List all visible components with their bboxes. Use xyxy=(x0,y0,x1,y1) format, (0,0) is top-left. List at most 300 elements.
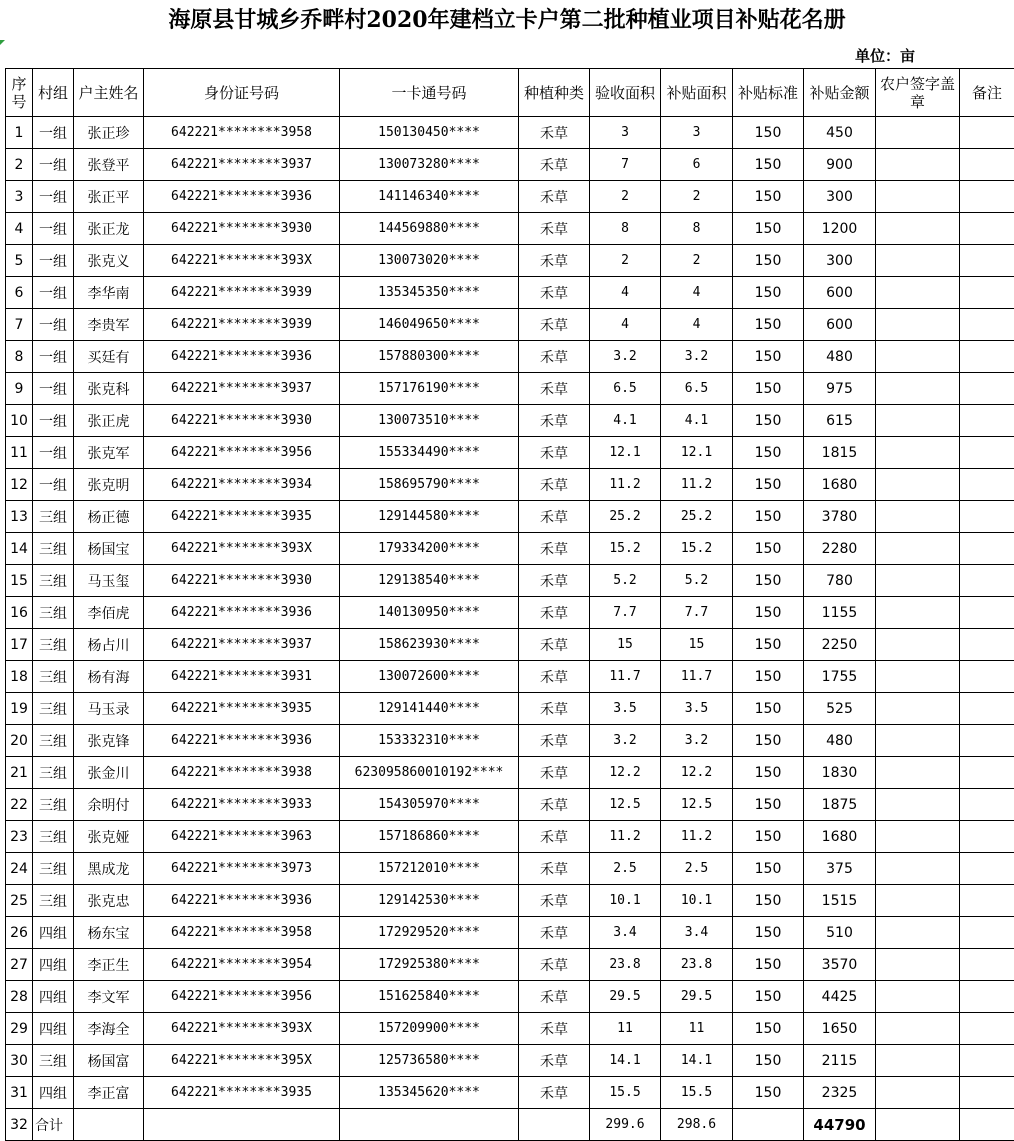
cell-crop: 禾草 xyxy=(519,117,590,149)
cell-sign xyxy=(876,693,960,725)
table-row xyxy=(6,469,1014,501)
cell-crop: 禾草 xyxy=(519,1077,590,1109)
cell-card-number: 144569880**** xyxy=(340,213,519,245)
cell-sign xyxy=(876,117,960,149)
header-card: 一卡通号码 xyxy=(340,69,519,117)
cell-standard: 150 xyxy=(733,149,804,181)
cell-seq: 2 xyxy=(6,149,33,181)
cell-crop: 禾草 xyxy=(519,981,590,1013)
total-accept-area: 299.6 xyxy=(590,1109,661,1141)
cell-crop: 禾草 xyxy=(519,309,590,341)
cell-seq: 12 xyxy=(6,469,33,501)
cell-card-number: 157176190**** xyxy=(340,373,519,405)
table-row xyxy=(6,757,1014,789)
cell-seq: 26 xyxy=(6,917,33,949)
cell-sign xyxy=(876,661,960,693)
cell-group: 一组 xyxy=(33,277,74,309)
cell-card-number: 153332310**** xyxy=(340,725,519,757)
cell-remark xyxy=(960,565,1014,597)
total-empty-cell xyxy=(340,1109,519,1141)
cell-sign xyxy=(876,725,960,757)
cell-group: 三组 xyxy=(33,533,74,565)
cell-group: 三组 xyxy=(33,501,74,533)
cell-remark xyxy=(960,821,1014,853)
cell-subsidy-area: 5.2 xyxy=(661,565,733,597)
cell-accept-area: 6.5 xyxy=(590,373,661,405)
cell-sign xyxy=(876,501,960,533)
cell-remark xyxy=(960,853,1014,885)
cell-group: 一组 xyxy=(33,117,74,149)
cell-accept-area: 3.4 xyxy=(590,917,661,949)
cell-seq: 1 xyxy=(6,117,33,149)
cell-subsidy-area: 4 xyxy=(661,277,733,309)
cell-seq: 19 xyxy=(6,693,33,725)
table-row xyxy=(6,885,1014,917)
cell-name: 杨正德 xyxy=(74,501,144,533)
table-row xyxy=(6,405,1014,437)
cell-sign xyxy=(876,533,960,565)
cell-remark xyxy=(960,597,1014,629)
cell-card-number: 151625840**** xyxy=(340,981,519,1013)
cell-name: 杨有海 xyxy=(74,661,144,693)
cell-subsidy-area: 7.7 xyxy=(661,597,733,629)
cell-accept-area: 11.2 xyxy=(590,469,661,501)
cell-group: 三组 xyxy=(33,629,74,661)
table-row xyxy=(6,501,1014,533)
cell-amount: 975 xyxy=(804,373,876,405)
cell-seq: 7 xyxy=(6,309,33,341)
cell-accept-area: 4 xyxy=(590,309,661,341)
cell-amount: 1875 xyxy=(804,789,876,821)
cell-seq: 6 xyxy=(6,277,33,309)
cell-amount: 2250 xyxy=(804,629,876,661)
cell-name: 买廷有 xyxy=(74,341,144,373)
cell-name: 马玉录 xyxy=(74,693,144,725)
cell-amount: 1815 xyxy=(804,437,876,469)
cell-seq: 16 xyxy=(6,597,33,629)
cell-id-number: 642221********395X xyxy=(144,1045,340,1077)
cell-seq: 30 xyxy=(6,1045,33,1077)
cell-sign xyxy=(876,949,960,981)
cell-card-number: 129144580**** xyxy=(340,501,519,533)
cell-amount: 480 xyxy=(804,341,876,373)
cell-card-number: 158695790**** xyxy=(340,469,519,501)
table-row xyxy=(6,629,1014,661)
cell-remark xyxy=(960,789,1014,821)
cell-card-number: 172925380**** xyxy=(340,949,519,981)
cell-sign xyxy=(876,885,960,917)
cell-seq: 28 xyxy=(6,981,33,1013)
cell-crop: 禾草 xyxy=(519,821,590,853)
unit-label: 单位：亩 xyxy=(855,47,916,65)
cell-remark xyxy=(960,949,1014,981)
cell-remark xyxy=(960,757,1014,789)
cell-subsidy-area: 29.5 xyxy=(661,981,733,1013)
cell-sign xyxy=(876,245,960,277)
cell-remark xyxy=(960,373,1014,405)
cell-id-number: 642221********3963 xyxy=(144,821,340,853)
cell-sign xyxy=(876,213,960,245)
cell-subsidy-area: 6.5 xyxy=(661,373,733,405)
cell-crop: 禾草 xyxy=(519,213,590,245)
total-empty-cell xyxy=(733,1109,804,1141)
cell-card-number: 158623930**** xyxy=(340,629,519,661)
cell-accept-area: 11.2 xyxy=(590,821,661,853)
table-row xyxy=(6,341,1014,373)
cell-id-number: 642221********3936 xyxy=(144,597,340,629)
cell-remark xyxy=(960,725,1014,757)
cell-name: 张正龙 xyxy=(74,213,144,245)
cell-standard: 150 xyxy=(733,1077,804,1109)
cell-card-number: 141146340**** xyxy=(340,181,519,213)
cell-name: 黑成龙 xyxy=(74,853,144,885)
cell-sign xyxy=(876,1045,960,1077)
cell-card-number: 130072600**** xyxy=(340,661,519,693)
cell-amount: 480 xyxy=(804,725,876,757)
cell-remark xyxy=(960,693,1014,725)
cell-sign xyxy=(876,469,960,501)
cell-name: 张金川 xyxy=(74,757,144,789)
cell-standard: 150 xyxy=(733,597,804,629)
cell-card-number: 135345350**** xyxy=(340,277,519,309)
cell-card-number: 623095860010192**** xyxy=(340,757,519,789)
table-row xyxy=(6,661,1014,693)
cell-accept-area: 2 xyxy=(590,181,661,213)
cell-name: 余明付 xyxy=(74,789,144,821)
header-accept-area: 验收面积 xyxy=(590,69,661,117)
cell-card-number: 155334490**** xyxy=(340,437,519,469)
cell-seq: 10 xyxy=(6,405,33,437)
table-row xyxy=(6,821,1014,853)
cell-id-number: 642221********3939 xyxy=(144,277,340,309)
cell-accept-area: 4.1 xyxy=(590,405,661,437)
cell-id-number: 642221********393X xyxy=(144,245,340,277)
table-row xyxy=(6,693,1014,725)
table-row xyxy=(6,1077,1014,1109)
subsidy-table xyxy=(5,68,1014,1141)
cell-id-number: 642221********3930 xyxy=(144,565,340,597)
cell-accept-area: 23.8 xyxy=(590,949,661,981)
cell-id-number: 642221********3933 xyxy=(144,789,340,821)
cell-name: 杨东宝 xyxy=(74,917,144,949)
cell-id-number: 642221********393X xyxy=(144,533,340,565)
total-seq: 32 xyxy=(6,1109,33,1141)
cell-name: 张克科 xyxy=(74,373,144,405)
cell-crop: 禾草 xyxy=(519,341,590,373)
cell-group: 一组 xyxy=(33,405,74,437)
cell-card-number: 172929520**** xyxy=(340,917,519,949)
table-row xyxy=(6,309,1014,341)
table-row xyxy=(6,149,1014,181)
cell-group: 一组 xyxy=(33,309,74,341)
cell-remark xyxy=(960,405,1014,437)
cell-subsidy-area: 8 xyxy=(661,213,733,245)
total-row xyxy=(6,1109,1014,1141)
cell-sign xyxy=(876,757,960,789)
cell-group: 一组 xyxy=(33,437,74,469)
cell-sign xyxy=(876,309,960,341)
table-row xyxy=(6,373,1014,405)
cell-name: 李佰虎 xyxy=(74,597,144,629)
cell-sign xyxy=(876,181,960,213)
cell-sign xyxy=(876,149,960,181)
cell-amount: 525 xyxy=(804,693,876,725)
cell-id-number: 642221********3930 xyxy=(144,405,340,437)
header-subsidy-area: 补贴面积 xyxy=(661,69,733,117)
cell-sign xyxy=(876,789,960,821)
cell-name: 杨占川 xyxy=(74,629,144,661)
cell-group: 三组 xyxy=(33,757,74,789)
cell-remark xyxy=(960,149,1014,181)
cell-name: 李正生 xyxy=(74,949,144,981)
cell-group: 四组 xyxy=(33,1013,74,1045)
total-empty-cell xyxy=(876,1109,960,1141)
cell-group: 四组 xyxy=(33,917,74,949)
cell-accept-area: 4 xyxy=(590,277,661,309)
cell-group: 一组 xyxy=(33,213,74,245)
cell-crop: 禾草 xyxy=(519,437,590,469)
cell-group: 一组 xyxy=(33,149,74,181)
cell-seq: 24 xyxy=(6,853,33,885)
cell-amount: 1680 xyxy=(804,821,876,853)
cell-card-number: 129141440**** xyxy=(340,693,519,725)
cell-amount: 900 xyxy=(804,149,876,181)
cell-name: 李文军 xyxy=(74,981,144,1013)
cell-accept-area: 3 xyxy=(590,117,661,149)
cell-id-number: 642221********3934 xyxy=(144,469,340,501)
cell-card-number: 129142530**** xyxy=(340,885,519,917)
cell-id-number: 642221********3973 xyxy=(144,853,340,885)
cell-card-number: 135345620**** xyxy=(340,1077,519,1109)
cell-sign xyxy=(876,1013,960,1045)
cell-amount: 300 xyxy=(804,245,876,277)
cell-seq: 5 xyxy=(6,245,33,277)
header-seq: 序号 xyxy=(6,69,33,117)
cell-remark xyxy=(960,341,1014,373)
cell-card-number: 157209900**** xyxy=(340,1013,519,1045)
cell-amount: 1830 xyxy=(804,757,876,789)
cell-accept-area: 11.7 xyxy=(590,661,661,693)
cell-accept-area: 3.2 xyxy=(590,341,661,373)
cell-name: 马玉玺 xyxy=(74,565,144,597)
cell-subsidy-area: 15 xyxy=(661,629,733,661)
cell-accept-area: 7.7 xyxy=(590,597,661,629)
table-row xyxy=(6,277,1014,309)
cell-id-number: 642221********3958 xyxy=(144,117,340,149)
cell-standard: 150 xyxy=(733,277,804,309)
table-row xyxy=(6,789,1014,821)
cell-sign xyxy=(876,1077,960,1109)
cell-remark xyxy=(960,981,1014,1013)
cell-group: 三组 xyxy=(33,565,74,597)
cell-name: 李贵军 xyxy=(74,309,144,341)
cell-name: 杨国富 xyxy=(74,1045,144,1077)
cell-crop: 禾草 xyxy=(519,789,590,821)
cell-accept-area: 2.5 xyxy=(590,853,661,885)
cell-seq: 8 xyxy=(6,341,33,373)
cell-id-number: 642221********3931 xyxy=(144,661,340,693)
cell-standard: 150 xyxy=(733,661,804,693)
cell-sign xyxy=(876,341,960,373)
cell-subsidy-area: 11.2 xyxy=(661,821,733,853)
cell-seq: 29 xyxy=(6,1013,33,1045)
cell-subsidy-area: 12.1 xyxy=(661,437,733,469)
cell-standard: 150 xyxy=(733,437,804,469)
cell-standard: 150 xyxy=(733,757,804,789)
cell-standard: 150 xyxy=(733,533,804,565)
cell-accept-area: 3.5 xyxy=(590,693,661,725)
cell-card-number: 130073020**** xyxy=(340,245,519,277)
cell-name: 李华南 xyxy=(74,277,144,309)
cell-crop: 禾草 xyxy=(519,373,590,405)
cell-crop: 禾草 xyxy=(519,181,590,213)
cell-crop: 禾草 xyxy=(519,885,590,917)
header-name: 户主姓名 xyxy=(74,69,144,117)
cell-crop: 禾草 xyxy=(519,725,590,757)
table-row xyxy=(6,533,1014,565)
cell-name: 张克娅 xyxy=(74,821,144,853)
cell-subsidy-area: 10.1 xyxy=(661,885,733,917)
cell-subsidy-area: 12.5 xyxy=(661,789,733,821)
cell-remark xyxy=(960,661,1014,693)
total-subsidy-area: 298.6 xyxy=(661,1109,733,1141)
cell-sign xyxy=(876,821,960,853)
total-amount: 44790 xyxy=(804,1109,876,1141)
cell-seq: 3 xyxy=(6,181,33,213)
cell-id-number: 642221********3939 xyxy=(144,309,340,341)
table-row xyxy=(6,181,1014,213)
cell-accept-area: 15.2 xyxy=(590,533,661,565)
cell-name: 张克忠 xyxy=(74,885,144,917)
cell-crop: 禾草 xyxy=(519,149,590,181)
cell-accept-area: 29.5 xyxy=(590,981,661,1013)
cell-standard: 150 xyxy=(733,213,804,245)
table-row xyxy=(6,245,1014,277)
cell-standard: 150 xyxy=(733,885,804,917)
cell-accept-area: 7 xyxy=(590,149,661,181)
cell-crop: 禾草 xyxy=(519,277,590,309)
cell-accept-area: 12.2 xyxy=(590,757,661,789)
cell-standard: 150 xyxy=(733,693,804,725)
cell-group: 三组 xyxy=(33,597,74,629)
cell-seq: 20 xyxy=(6,725,33,757)
cell-name: 张克锋 xyxy=(74,725,144,757)
cell-amount: 4425 xyxy=(804,981,876,1013)
cell-standard: 150 xyxy=(733,117,804,149)
cell-sign xyxy=(876,565,960,597)
cell-card-number: 130073510**** xyxy=(340,405,519,437)
cell-id-number: 642221********3937 xyxy=(144,149,340,181)
cell-seq: 14 xyxy=(6,533,33,565)
cell-remark xyxy=(960,309,1014,341)
cell-standard: 150 xyxy=(733,789,804,821)
cell-id-number: 642221********3935 xyxy=(144,501,340,533)
cell-standard: 150 xyxy=(733,309,804,341)
cell-crop: 禾草 xyxy=(519,629,590,661)
cell-seq: 11 xyxy=(6,437,33,469)
cell-card-number: 157186860**** xyxy=(340,821,519,853)
cell-id-number: 642221********3935 xyxy=(144,693,340,725)
cell-name: 张正珍 xyxy=(74,117,144,149)
cell-group: 一组 xyxy=(33,245,74,277)
cell-remark xyxy=(960,501,1014,533)
cell-group: 一组 xyxy=(33,469,74,501)
total-label: 合计 xyxy=(33,1109,74,1141)
cell-amount: 3780 xyxy=(804,501,876,533)
cell-seq: 22 xyxy=(6,789,33,821)
cell-accept-area: 11 xyxy=(590,1013,661,1045)
cell-standard: 150 xyxy=(733,629,804,661)
cell-card-number: 150130450**** xyxy=(340,117,519,149)
cell-amount: 510 xyxy=(804,917,876,949)
cell-id-number: 642221********393X xyxy=(144,1013,340,1045)
cell-crop: 禾草 xyxy=(519,405,590,437)
cell-standard: 150 xyxy=(733,1045,804,1077)
total-empty-cell xyxy=(144,1109,340,1141)
cell-sign xyxy=(876,629,960,661)
cell-seq: 4 xyxy=(6,213,33,245)
table-row xyxy=(6,1013,1014,1045)
table-row xyxy=(6,1045,1014,1077)
header-remark: 备注 xyxy=(960,69,1014,117)
table-row xyxy=(6,853,1014,885)
cell-standard: 150 xyxy=(733,821,804,853)
cell-subsidy-area: 4 xyxy=(661,309,733,341)
cell-amount: 1515 xyxy=(804,885,876,917)
cell-seq: 9 xyxy=(6,373,33,405)
header-id: 身份证号码 xyxy=(144,69,340,117)
cell-id-number: 642221********3930 xyxy=(144,213,340,245)
cell-amount: 375 xyxy=(804,853,876,885)
cell-subsidy-area: 3.5 xyxy=(661,693,733,725)
cell-amount: 2280 xyxy=(804,533,876,565)
cell-remark xyxy=(960,437,1014,469)
cell-selection-marker xyxy=(0,40,5,45)
cell-sign xyxy=(876,373,960,405)
table-row xyxy=(6,565,1014,597)
cell-seq: 25 xyxy=(6,885,33,917)
cell-amount: 2115 xyxy=(804,1045,876,1077)
cell-crop: 禾草 xyxy=(519,565,590,597)
cell-card-number: 129138540**** xyxy=(340,565,519,597)
cell-amount: 615 xyxy=(804,405,876,437)
cell-group: 一组 xyxy=(33,341,74,373)
cell-group: 三组 xyxy=(33,789,74,821)
table-row xyxy=(6,981,1014,1013)
cell-subsidy-area: 3.2 xyxy=(661,725,733,757)
cell-id-number: 642221********3936 xyxy=(144,885,340,917)
cell-accept-area: 25.2 xyxy=(590,501,661,533)
cell-seq: 17 xyxy=(6,629,33,661)
cell-sign xyxy=(876,405,960,437)
cell-amount: 3570 xyxy=(804,949,876,981)
cell-id-number: 642221********3956 xyxy=(144,981,340,1013)
cell-crop: 禾草 xyxy=(519,533,590,565)
cell-name: 张登平 xyxy=(74,149,144,181)
cell-remark xyxy=(960,277,1014,309)
cell-crop: 禾草 xyxy=(519,469,590,501)
cell-amount: 600 xyxy=(804,277,876,309)
cell-subsidy-area: 6 xyxy=(661,149,733,181)
cell-crop: 禾草 xyxy=(519,693,590,725)
cell-standard: 150 xyxy=(733,245,804,277)
table-row xyxy=(6,213,1014,245)
document-title: 海原县甘城乡乔畔村2020年建档立卡户第二批种植业项目补贴花名册 xyxy=(168,7,846,33)
cell-group: 四组 xyxy=(33,981,74,1013)
cell-id-number: 642221********3936 xyxy=(144,725,340,757)
cell-card-number: 146049650**** xyxy=(340,309,519,341)
cell-remark xyxy=(960,181,1014,213)
